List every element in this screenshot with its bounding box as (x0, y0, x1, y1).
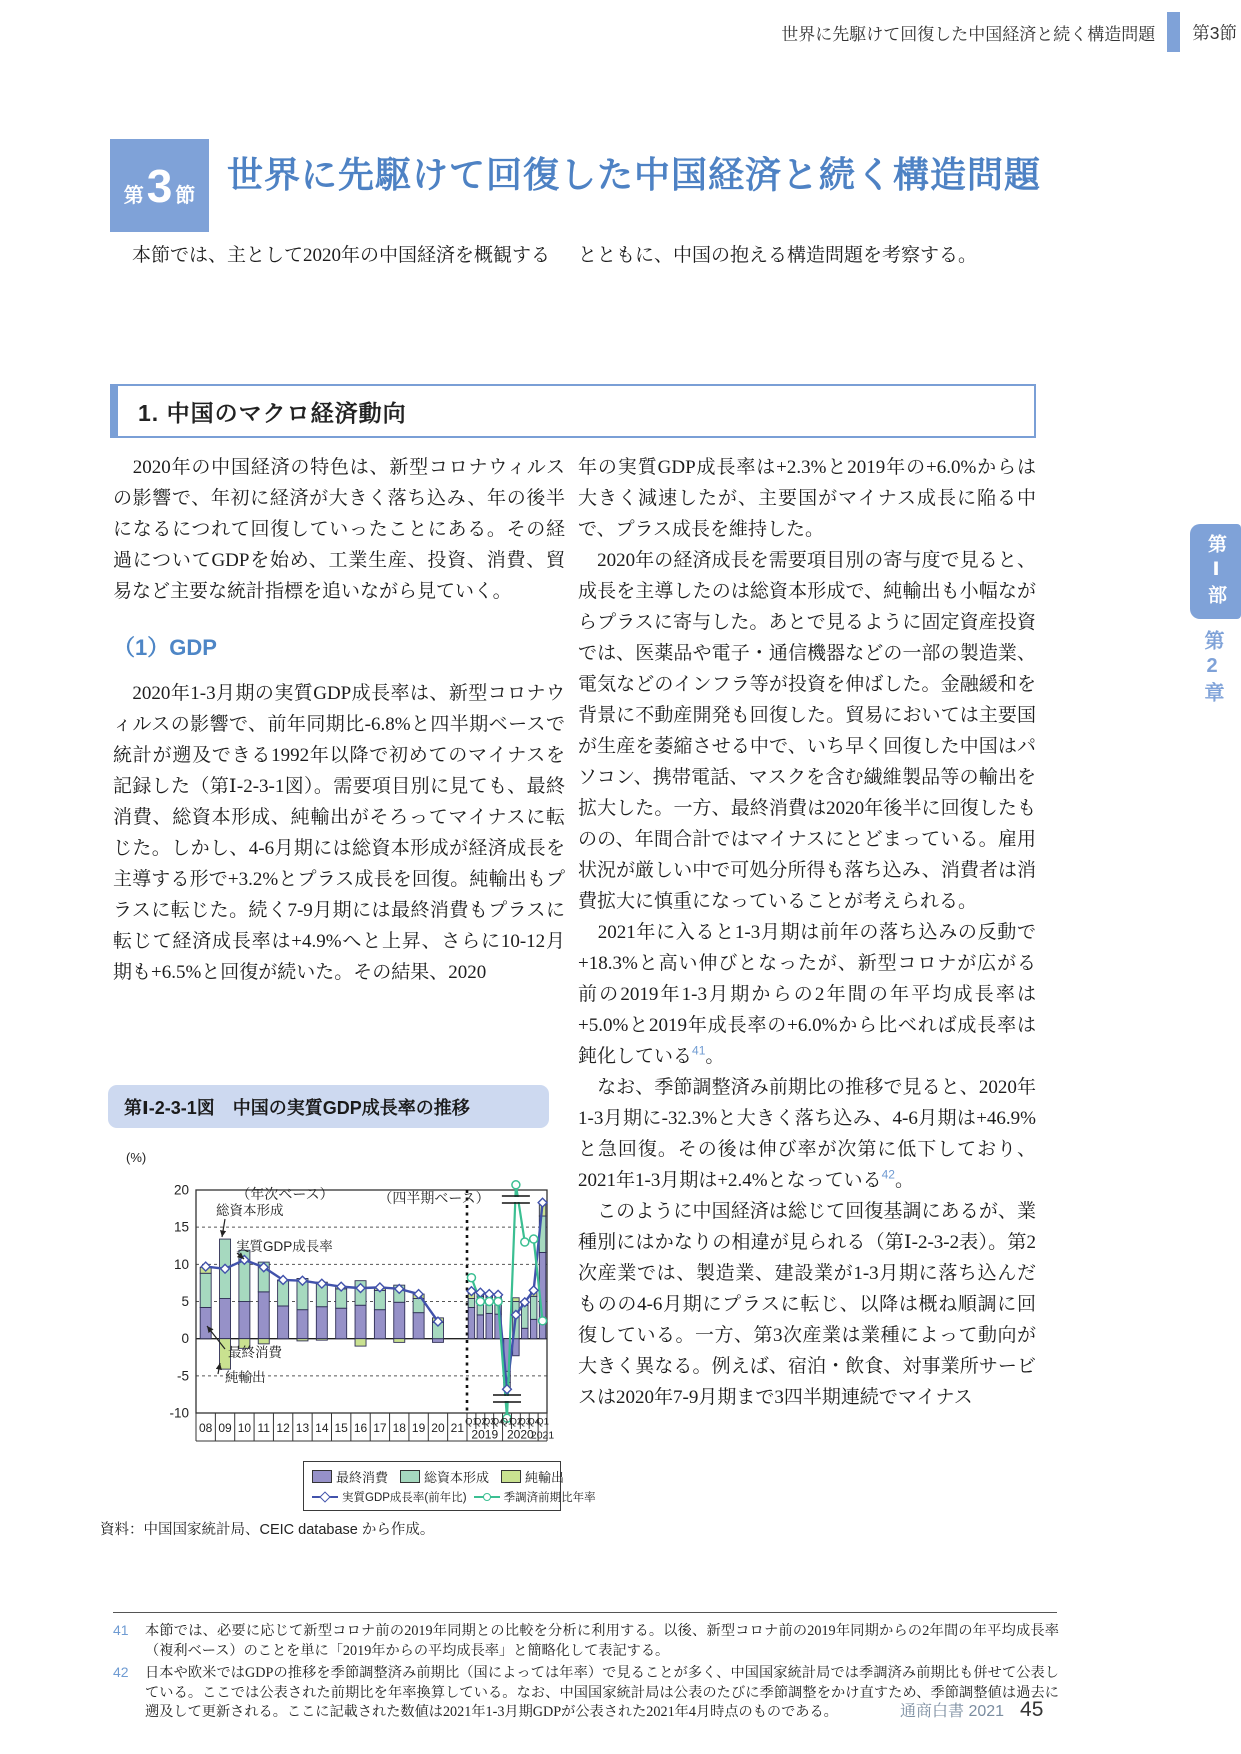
sidebar-part-label: 第Ⅰ部 (1205, 534, 1226, 609)
legend-item-net-exports (501, 1467, 564, 1486)
publication-name: 通商白書 2021 (900, 1703, 1005, 1720)
legend-label: 実質GDP成長率(前年比) (342, 1492, 467, 1504)
footnote-number: 42 (113, 1664, 129, 1680)
legend-row-bars (312, 1467, 565, 1486)
badge-suffix: 節 (175, 185, 196, 207)
svg-text:11: 11 (257, 1421, 270, 1435)
badge-prefix: 第 (123, 185, 144, 207)
svg-text:最終消費: 最終消費 (228, 1345, 282, 1360)
footnote-41 (113, 1622, 1059, 1661)
intro-paragraph-right: とともに、中国の抱える構造問題を考察する。 (578, 245, 978, 266)
svg-text:0: 0 (181, 1331, 189, 1347)
legend-item-final-consumption (312, 1467, 388, 1486)
svg-text:（四半期ベース）: （四半期ベース） (378, 1190, 490, 1206)
svg-text:Q2: Q2 (509, 1416, 523, 1428)
svg-text:実質GDP成長率: 実質GDP成長率 (236, 1239, 333, 1254)
legend-swatch-1 (400, 1470, 420, 1483)
page-number: 45 (1020, 1698, 1044, 1721)
footnote-ref-42[interactable]: 42 (881, 1167, 895, 1182)
svg-text:純輸出: 純輸出 (225, 1370, 266, 1385)
svg-text:Q1: Q1 (500, 1416, 514, 1428)
intro-paragraph-left: 本節では、主として2020年の中国経済を概観する (113, 245, 551, 266)
svg-text:5: 5 (181, 1294, 189, 1309)
paragraph: このように中国経済は総じて回復基調にあるが、業種別にはかなりの相違が見られる（第Ⅰ-2-3-2表）。第2次産業では、製造業、建設業が1-3月期に落ち込んだものの4-6月期にプラスに転じ、以降は概ね順調に回復している。一方、第3次産業は業種によって動向が大きく異なる。例えば、宿泊・飲食、対事業所サービスは2020年7-9月期まで3四半期連続でマイナス (578, 1201, 1036, 1408)
legend-label: 最終消費 (336, 1470, 389, 1485)
svg-text:21: 21 (450, 1421, 465, 1435)
footnote-number: 41 (113, 1622, 129, 1638)
svg-text:15: 15 (334, 1421, 348, 1435)
badge-number: 3 (146, 160, 173, 212)
svg-text:18: 18 (392, 1421, 406, 1435)
svg-text:2021: 2021 (530, 1429, 555, 1442)
legend-label: 総資本形成 (424, 1470, 490, 1485)
svg-text:20: 20 (173, 1182, 189, 1198)
paragraph: 2020年1-3月期の実質GDP成長率は、新型コロナウィルスの影響で、前年同期比-6.8%と四半期ベースで統計が遡及できる1992年以降で初めてのマイナスを記録した（第Ⅰ-2-3-1図）。需要項目別に見ても、最終消費、総資本形成、純輸出がそろってマイナスに転じた。しかし、4-6月期には総資本形成が経済成長を主導する形で+3.2%とプラス成長を回復。純輸出もプラスに転じた。続く7-9月期には最終消費もプラスに転じて経済成長率は+4.9%へと上昇、さらに10-12月期も+6.5%と回復が続いた。その結果、2020 (113, 683, 565, 983)
legend-label: 純輸出 (525, 1470, 565, 1485)
svg-text:Q2: Q2 (473, 1416, 487, 1428)
gdp-chart (98, 1136, 564, 1481)
page-title: 世界に先駆けて回復した中国経済と続く構造問題 (227, 155, 1042, 195)
footnote-ref-41[interactable]: 41 (692, 1043, 706, 1058)
figure-caption-text: 第Ⅰ-2-3-1図 中国の実質GDP成長率の推移 (124, 1097, 470, 1118)
svg-text:2019: 2019 (471, 1427, 499, 1442)
svg-text:Q3: Q3 (482, 1416, 496, 1428)
svg-text:17: 17 (373, 1421, 387, 1435)
diamond-line-icon (312, 1492, 338, 1502)
circle-line-icon (474, 1492, 500, 1502)
gdp-subheading: （1）GDP (113, 635, 217, 660)
svg-text:10: 10 (237, 1421, 252, 1435)
paragraph: 年の実質GDP成長率は+2.3%と2019年の+6.0%からは大きく減速したが、主要国がマイナス成長に陥る中で、プラス成長を維持した。 (578, 457, 1036, 540)
sidebar-chapter-label: 第2章 (1201, 630, 1223, 707)
figure-source: 資料：中国国家統計局、CEIC database から作成。 (100, 1522, 435, 1538)
legend-line-1 (474, 1489, 596, 1505)
svg-text:-10: -10 (169, 1405, 189, 1421)
paragraph-text: 2021年に入ると1-3月期は前年の落ち込みの反動で+18.3%と高い伸びとなったが、新型コロナが広がる前の2019年1-3月期からの2年間の年平均成長率は+5.0%と2019年成長率の+6.0%から比べれば成長率は鈍化している (578, 922, 1036, 1067)
chart-legend (303, 1461, 596, 1511)
footnote-text: 本節では、必要に応じて新型コロナ前の2019年同期との比較を分析に利用する。以後、新型コロナ前の2019年同期からの2年間の年平均成長率（複利ベース）のことを単に「2019年からの平均成長率」と簡略化して表記する。 (145, 1623, 1059, 1659)
section-badge (110, 139, 209, 232)
running-header (781, 12, 1237, 52)
legend-swatch-2 (501, 1470, 521, 1483)
legend-swatch-0 (312, 1470, 332, 1483)
svg-text:08: 08 (198, 1421, 213, 1435)
svg-text:Q1: Q1 (465, 1416, 478, 1428)
legend-item-capital-formation (400, 1467, 489, 1486)
svg-text:（年次ベース）: （年次ベース） (236, 1186, 334, 1202)
svg-text:-5: -5 (176, 1368, 189, 1384)
svg-text:Q3: Q3 (518, 1416, 532, 1428)
right-column (578, 452, 1036, 1413)
paragraph-text: 。 (894, 1170, 914, 1191)
paragraph: 2020年の経済成長を需要項目別の寄与度で見ると、成長を主導したのは総資本形成で、純輸出も小幅ながらプラスに寄与した。あとで見るように固定資産投資では、医薬品や電子・通信機器などの一部の製造業、電気などのインフラ等が投資を伸ばした。金融緩和を背景に不動産開発も回復した。貿易においては主要国が生産を萎縮させる中で、いち早く回復した中国はパソコン、携帯電話、マスクを含む繊維製品等の輸出を拡大した。一方、最終消費は2020年後半に回復したものの、年間合計ではマイナスにとどまっている。雇用状況が厳しい中で可処分所得も落ち込み、消費者は消費拡大に慎重になっていることが考えられる。 (578, 550, 1036, 912)
svg-text:Q4: Q4 (527, 1416, 541, 1428)
svg-text:10: 10 (173, 1256, 189, 1272)
svg-text:15: 15 (173, 1219, 189, 1235)
svg-text:13: 13 (295, 1421, 310, 1435)
svg-text:16: 16 (353, 1421, 368, 1435)
page-footer (900, 1698, 1060, 1722)
svg-text:(%): (%) (126, 1150, 147, 1165)
running-header-title: 世界に先駆けて回復した中国経済と続く構造問題 (781, 24, 1156, 44)
legend-row-lines (312, 1489, 596, 1505)
paragraph-text: 。 (705, 1046, 725, 1067)
legend-line-0 (312, 1489, 467, 1505)
svg-text:12: 12 (276, 1421, 290, 1435)
subsection-heading: 1. 中国のマクロ経済動向 (138, 399, 407, 426)
svg-text:Q4: Q4 (491, 1416, 505, 1428)
paragraph (578, 917, 1036, 1072)
header-accent-bar (1167, 12, 1180, 52)
footnote-divider (113, 1612, 1057, 1613)
paragraph-text: なお、季節調整済み前期比の推移で見ると、2020年1-3月期に-32.3%と大きく落ち込み、4-6月期は+46.9%と急回復。その後は伸び率が次第に低下しており、2021年1-3月期は+2.4%となっている (578, 1077, 1036, 1191)
legend-label: 季調済前期比年率 (503, 1492, 596, 1504)
running-header-section: 第3節 (1192, 22, 1237, 43)
svg-text:20: 20 (431, 1421, 445, 1435)
footnote-text: 日本や欧米ではGDPの推移を季節調整済み前期比（国によっては年率）で見ることが多く、中国国家統計局では季調済み前期比も併せて公表している。ここでは公表された前期比を年率換算している。なお、中国国家統計局は公表のたびに季節調整をかけ直すため、季節調整値は過去に遡及して更新される。ここに記載された数値は2021年1-3月期GDPが公表された2021年4月時点のものである。 (145, 1665, 1059, 1720)
subsection-heading-box (110, 384, 1036, 438)
svg-text:2020: 2020 (506, 1427, 534, 1442)
figure-caption (108, 1085, 549, 1128)
sidebar-part-tab (1190, 524, 1241, 619)
left-column (113, 452, 565, 988)
paragraph: 2020年の中国経済の特色は、新型コロナウィルスの影響で、年初に経済が大きく落ち込み、年の後半になるにつれて回復していったことにある。その経過についてGDPを始め、工業生産、投資、消費、貿易など主要な統計指標を追いながら見ていく。 (113, 457, 565, 602)
svg-text:Q1: Q1 (536, 1416, 549, 1428)
svg-text:09: 09 (218, 1421, 232, 1435)
svg-text:総資本形成: 総資本形成 (216, 1203, 284, 1218)
paragraph (578, 1072, 1036, 1196)
svg-text:14: 14 (315, 1421, 329, 1435)
gdp-chart-svg (98, 1136, 564, 1481)
svg-text:19: 19 (411, 1421, 426, 1435)
